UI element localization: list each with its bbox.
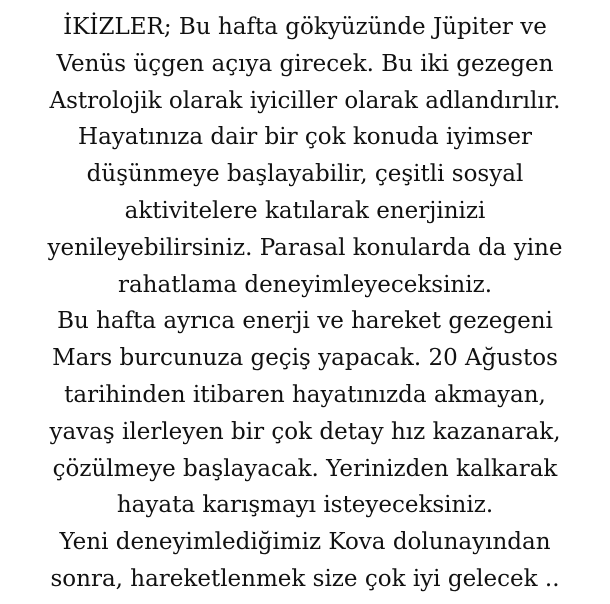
text-line: Astrolojik olarak iyiciller olarak adlandırılır. [49, 87, 561, 114]
text-line: yenileyebilirsiniz. Parasal konularda da yine [47, 234, 563, 261]
text-line: hayata karışmayı isteyeceksiniz. [116, 492, 494, 519]
text-line: tarihinden itibaren hayatınızda akmayan, [64, 381, 546, 408]
text-line: İKİZLER; Bu hafta gökyüzünde Jüpiter ve [63, 14, 547, 40]
text-line: aktivitelere katılarak enerjinizi [124, 197, 486, 224]
text-line: yavaş ilerleyen bir çok detay hız kazanarak, [49, 418, 561, 445]
horoscope-text [0, 9, 610, 598]
text-line: çözülmeye başlayacak. Yerinizden kalkarak [52, 455, 558, 482]
text-line: sonra, hareketlenmek size çok iyi gelecek .. [50, 565, 560, 592]
text-line: Yeni deneyimlediğimiz Kova dolunayından [59, 529, 551, 556]
text-line: Bu hafta ayrıca enerji ve hareket gezegeni [57, 308, 553, 335]
text-line: düşünmeye başlayabilir, çeşitli sosyal [86, 161, 524, 188]
text-line: Venüs üçgen açıya girecek. Bu iki gezegen [56, 50, 554, 77]
text-line: rahatlama deneyimleyeceksiniz. [117, 271, 493, 298]
text-line: Hayatınıza dair bir çok konuda iyimser [78, 124, 532, 151]
text-line: Mars burcunuza geçiş yapacak. 20 Ağustos [52, 345, 558, 372]
